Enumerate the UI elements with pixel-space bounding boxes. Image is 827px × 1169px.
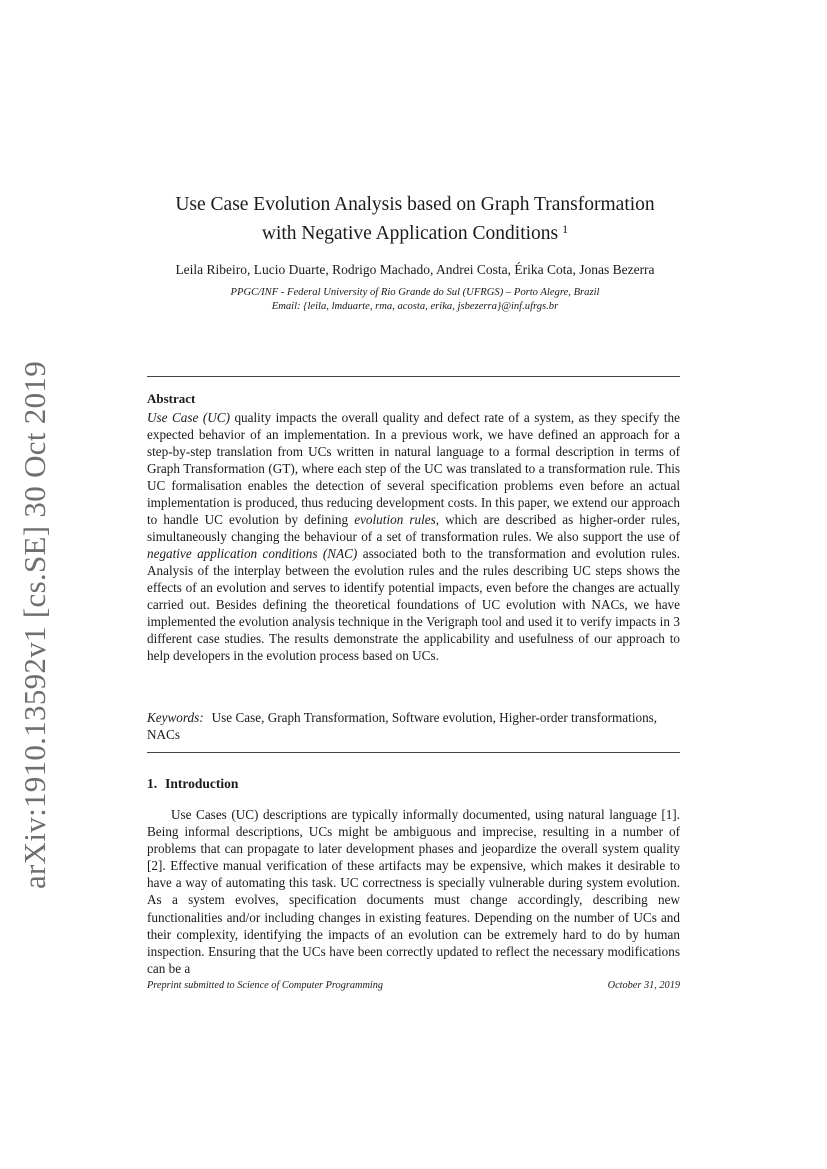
abstract-term-evolution-rules: evolution rules <box>354 512 436 527</box>
section-number: 1. <box>147 776 158 791</box>
footer-date: October 31, 2019 <box>607 980 680 991</box>
abstract-text-a: quality impacts the overall quality and defect rate of a system, as they specify the expected behavior of an implementation. In a previous work, we have defined an approach for a step-by-step translation from UCs written in natural language to a formal description in terms of Graph Transformation (GT), where each step of the UC was translated to a transformation rule. This UC formalisation enables the detection of several specification problems even before an actual implementation is produced, thus reducing development costs. In this paper, we extend our approach to handle UC evolution by defining <box>147 410 680 527</box>
title-line-1: Use Case Evolution Analysis based on Graph Transformation <box>175 194 655 215</box>
abstract-top-rule <box>147 376 680 377</box>
abstract-body <box>147 409 680 664</box>
author-list: Leila Ribeiro, Lucio Duarte, Rodrigo Machado, Andrei Costa, Érika Cota, Jonas Bezerra <box>175 262 655 277</box>
email-line: Email: {leila, lmduarte, rma, acosta, erika, jsbezerra}@inf.ufrgs.br <box>271 301 559 312</box>
footer-venue: Preprint submitted to Science of Computer Programming <box>147 980 384 991</box>
abstract-term-uc: Use Case (UC) <box>147 410 230 425</box>
arxiv-identifier-text: arXiv:1910.13592v1 [cs.SE] 30 Oct 2019 <box>17 360 53 890</box>
abstract-heading: Abstract <box>147 391 196 406</box>
abstract-text-b: , which are described as higher-order rules, simultaneously changing the behaviour of a set of transformation rules. We also support the use of <box>147 512 681 544</box>
section-title: Introduction <box>165 776 239 791</box>
keywords-text: Use Case, Graph Transformation, Software evolution, Higher-order transformations, NACs <box>147 710 658 742</box>
affiliation: PPGC/INF - Federal University of Rio Grande do Sul (UFRGS) – Porto Alegre, Brazil <box>230 287 600 298</box>
introduction-paragraph: Use Cases (UC) descriptions are typically informally documented, using natural language [1]. Being informal descriptions, UCs might be ambiguous and imprecise, resulting in a number of problems that can propagate to later development phases and jeopardize the overall system quality [2]. Effective manual verification of these artifacts may be expensive, which makes it desirable to have a way of automating this task. UC correctness is specially vulnerable during system evolution. As a system evolves, specification documents must change accordingly, describing new functionalities and/or including changes in existing features. Depending on the number of UCs and their complexity, identifying the impacts of an evolution can be extremely hard to do by human inspection. Ensuring that the UCs have been correctly updated to reflect the necessary modifications can be a <box>147 807 680 976</box>
abstract-term-nac: negative application conditions (NAC) <box>147 546 358 561</box>
abstract-text-c: associated both to the transformation and evolution rules. Analysis of the interplay between the evolution rules and the rules describing UC steps shows the effects of an evolution and serves to identify potential impacts, even before the changes are actually carried out. Besides defining the theoretical foundations of UC evolution with NACs, we have implemented the evolution analysis technique in the Verigraph tool and used it to verify impacts in 3 different case studies. The results demonstrate the applicability and usefulness of our approach to help developers in the evolution process based on UCs. <box>147 546 680 663</box>
title-footnote-mark[interactable]: 1 <box>562 222 569 236</box>
title-line-2: with Negative Application Conditions <box>261 223 559 244</box>
paper-title <box>150 192 680 246</box>
abstract-bottom-rule <box>147 752 680 753</box>
keywords <box>147 709 680 743</box>
keywords-label: Keywords: <box>147 710 204 725</box>
arxiv-identifier <box>8 360 62 890</box>
section-heading-introduction <box>147 776 238 792</box>
